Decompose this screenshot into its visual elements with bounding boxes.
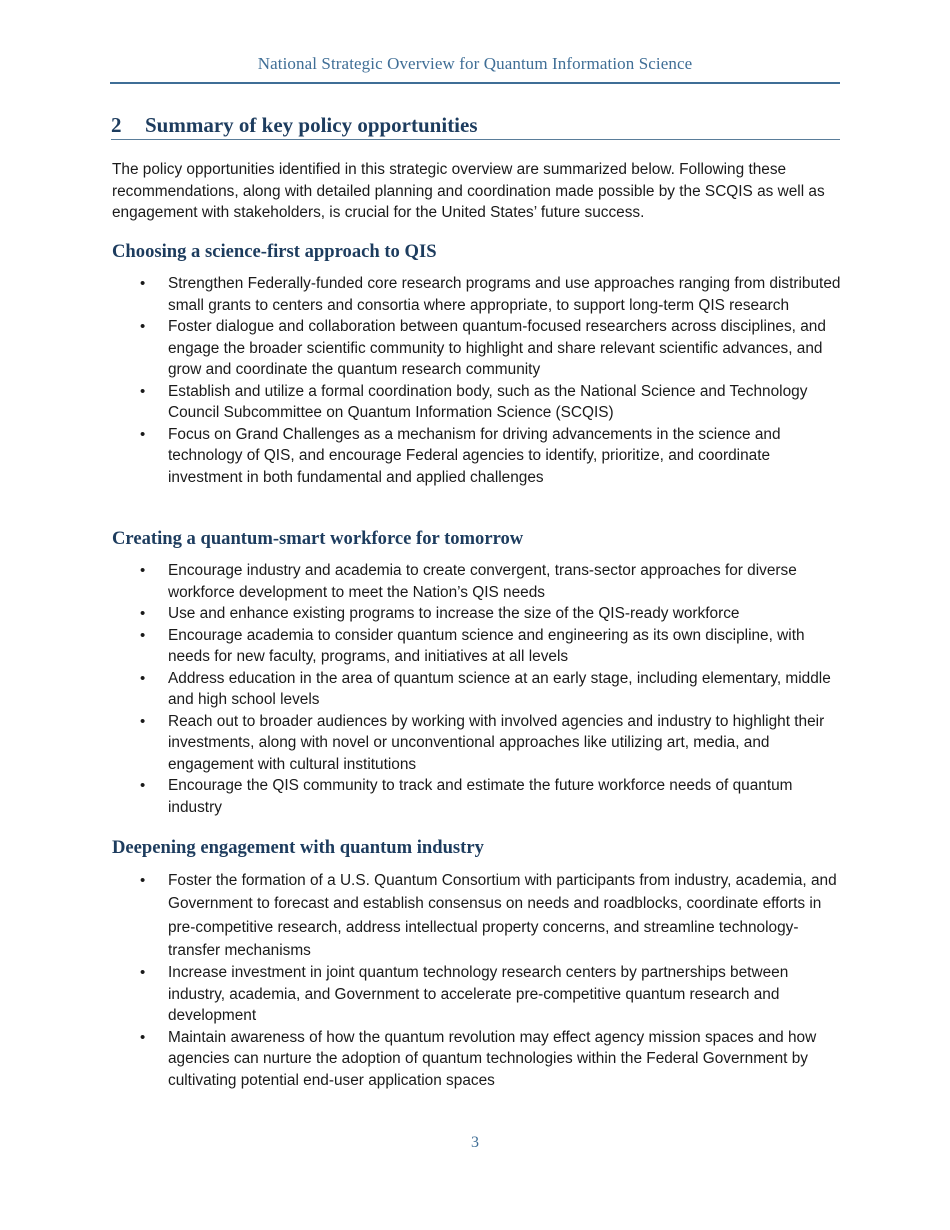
list-item: [138, 273, 842, 316]
subsection-heading-industry: Deepening engagement with quantum industry: [112, 837, 484, 858]
bullet-icon: •: [140, 872, 146, 889]
bullet-icon: •: [140, 382, 146, 400]
bullet-icon: •: [140, 562, 146, 579]
section-number: 2: [111, 113, 122, 137]
bullet-icon: •: [140, 964, 146, 982]
bullet-icon: •: [140, 669, 146, 687]
list-item-text: Foster dialogue and collaboration between quantum-focused researchers across disciplines, and engage the broader scientific community to highlight and share relevant scientific advances, and grow and coordinate the quantum research community: [168, 318, 826, 378]
list-item-text: Address education in the area of quantum science at an early stage, including elementary, middle and high school levels: [168, 669, 831, 708]
list-item-text: Increase investment in joint quantum technology research centers by partnerships between industry, academia, and Government to accelerate pre-competitive quantum research and development: [168, 964, 789, 1025]
list-item-text: Strengthen Federally-funded core research programs and use approaches ranging from distributed small grants to centers and consortia where appropriate, to support long-term QIS research: [168, 275, 841, 314]
bullet-icon: •: [140, 275, 146, 292]
bullet-list-industry: [138, 869, 842, 1091]
intro-paragraph: The policy opportunities identified in this strategic overview are summarized below. Following these recommendations, along with detailed planning and coordination made possible by the SCQIS as well as engagement with stakeholders, is crucial for the United States’ future success.: [112, 161, 825, 221]
bullet-icon: •: [140, 712, 146, 730]
list-item: [138, 869, 842, 962]
list-item-text: Reach out to broader audiences by working with involved agencies and industry to highlight their investments, along with novel or unconventional approaches like utilizing art, media, and engagement with cultural institutions: [168, 712, 825, 773]
section-title: Summary of key policy opportunities: [145, 113, 478, 137]
header-rule: [110, 82, 840, 84]
bullet-icon: •: [140, 626, 146, 644]
list-item: [138, 424, 842, 489]
list-item-text: Establish and utilize a formal coordination body, such as the National Science and Technology Council Subcommittee on Quantum Information Science (SCQIS): [168, 382, 808, 421]
list-item-text: Maintain awareness of how the quantum revolution may effect agency mission spaces and how agencies can nurture the adoption of quantum technologies within the Federal Government by cultivating potential end-user application spaces: [168, 1028, 817, 1089]
bullet-icon: •: [140, 777, 146, 794]
list-item-text: Use and enhance existing programs to increase the size of the QIS-ready workforce: [168, 605, 740, 622]
subsection-heading-workforce: Creating a quantum-smart workforce for tomorrow: [112, 528, 524, 549]
running-header: National Strategic Overview for Quantum Information Science: [257, 54, 693, 73]
list-item-text: Encourage the QIS community to track and estimate the future workforce needs of quantum industry: [168, 777, 793, 816]
list-item: [138, 775, 842, 818]
list-item-text: Foster the formation of a U.S. Quantum Consortium with participants from industry, academia, and Government to forecast and establish consensus on needs and roadblocks, coordinate efforts in pre-competitive research, address intellectual property concerns, and streamline technology-transfer mechanisms: [168, 872, 837, 959]
bullet-icon: •: [140, 318, 146, 335]
list-item: [138, 668, 842, 711]
bullet-list-science-first: [138, 273, 842, 488]
bullet-icon: •: [140, 605, 146, 622]
list-item-text: Encourage industry and academia to create convergent, trans-sector approaches for diverse workforce development to meet the Nation’s QIS needs: [168, 562, 797, 601]
list-item-text: Focus on Grand Challenges as a mechanism for driving advancements in the science and technology of QIS, and encourage Federal agencies to identify, prioritize, and coordinate investment in both fundamental and applied challenges: [168, 425, 781, 486]
list-item: [138, 1027, 842, 1092]
list-item: [138, 625, 842, 668]
list-item: [138, 962, 842, 1027]
list-item: [138, 560, 842, 603]
list-item: [138, 603, 842, 625]
page-number: 3: [471, 1134, 479, 1151]
list-item: [138, 316, 842, 381]
bullet-icon: •: [140, 1028, 146, 1046]
subsection-heading-science-first: Choosing a science-first approach to QIS: [112, 241, 437, 262]
list-item: [138, 381, 842, 424]
bullet-list-workforce: [138, 560, 842, 818]
list-item-text: Encourage academia to consider quantum science and engineering as its own discipline, with needs for new faculty, programs, and initiatives at all levels: [168, 626, 805, 665]
bullet-icon: •: [140, 425, 146, 443]
section-heading: [111, 112, 840, 140]
list-item: [138, 711, 842, 776]
